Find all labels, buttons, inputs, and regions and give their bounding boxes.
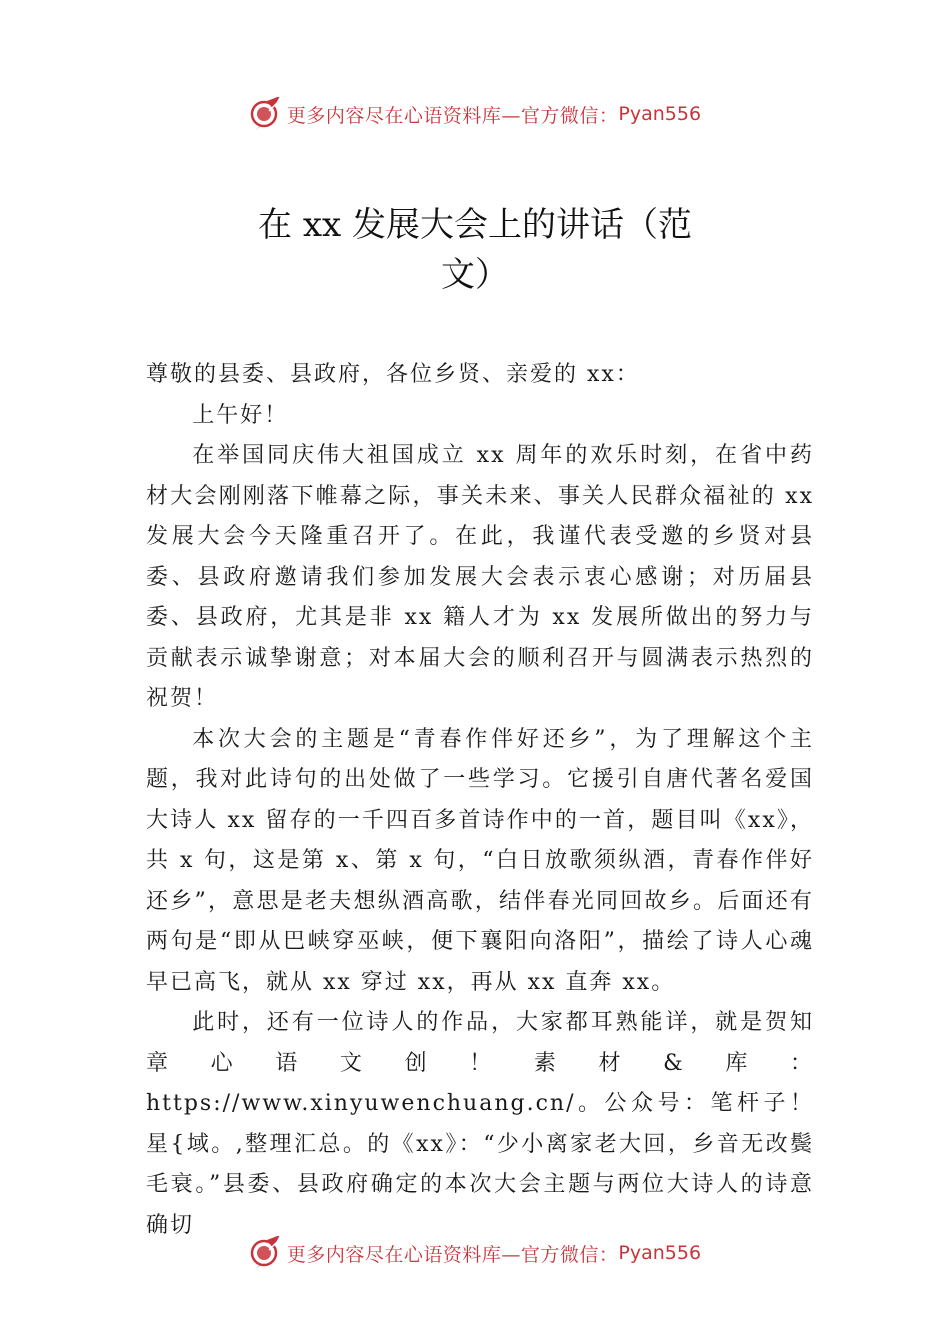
watermark-text: 更多内容尽在心语资料库—官方微信： [286,104,619,127]
paragraph: 上午好！ [192,402,289,428]
watermark-wechat-id: Pyan556 [618,1242,702,1264]
title-line-2: 文） [441,255,509,295]
paragraph: 此时，还有一位诗人的作品，大家都耳熟能详，就是贺知章心语文创！素材&库：https://www.xinyuwenchuang.cn/。公众号：笔杆子！星{域。,整理汇总。的《xx》：“少小离家老大回，乡音无改鬓毛衰。”县委、县政府确定的本次大会主题与两位大诗人的诗意确切 [146,1010,814,1238]
footer-watermark [0,1233,950,1273]
header-watermark [0,94,950,134]
paragraph: 本次大会的主题是“青春作伴好还乡”，为了理解这个主题，我对此诗句的出处做了一些学习。它援引自唐代著名爱国大诗人 xx 留存的一千四百多首诗作中的一首，题目叫《xx》，共 x 句，这是第 x、第 x 句，“白日放歌须纵酒，青春作伴好还乡”，意思是老夫想纵酒高歌，结伴春光同回故乡。后面还有两句是“即从巴峡穿巫峡，便下襄阳向洛阳”，描绘了诗人心魂早已高飞，就从 xx 穿过 xx，再从 xx 直奔 xx。 [146,726,814,995]
document-body [146,355,814,1246]
salutation: 尊敬的县委、县政府，各位乡贤、亲爱的 xx： [146,362,640,387]
watermark-text: 更多内容尽在心语资料库—官方微信： [286,1243,619,1266]
document-title [200,200,750,300]
pen-logo-icon [249,1236,283,1270]
pen-logo-icon [249,97,283,131]
paragraph: 在举国同庆伟大祖国成立 xx 周年的欢乐时刻，在省中药材大会刚刚落下帷幕之际，事关未来、事关人民群众福祉的 xx 发展大会今天隆重召开了。在此，我谨代表受邀的乡贤对县委、县政府邀请我们参加发展大会表示衷心感谢；对历届县委、县政府，尤其是非 xx 籍人才为 xx 发展所做出的努力与贡献表示诚挚谢意；对本届大会的顺利召开与圆满表示热烈的祝贺！ [146,443,814,711]
watermark-wechat-id: Pyan556 [618,103,702,125]
title-line-1: 在 xx 发展大会上的讲话（范 [258,205,692,245]
